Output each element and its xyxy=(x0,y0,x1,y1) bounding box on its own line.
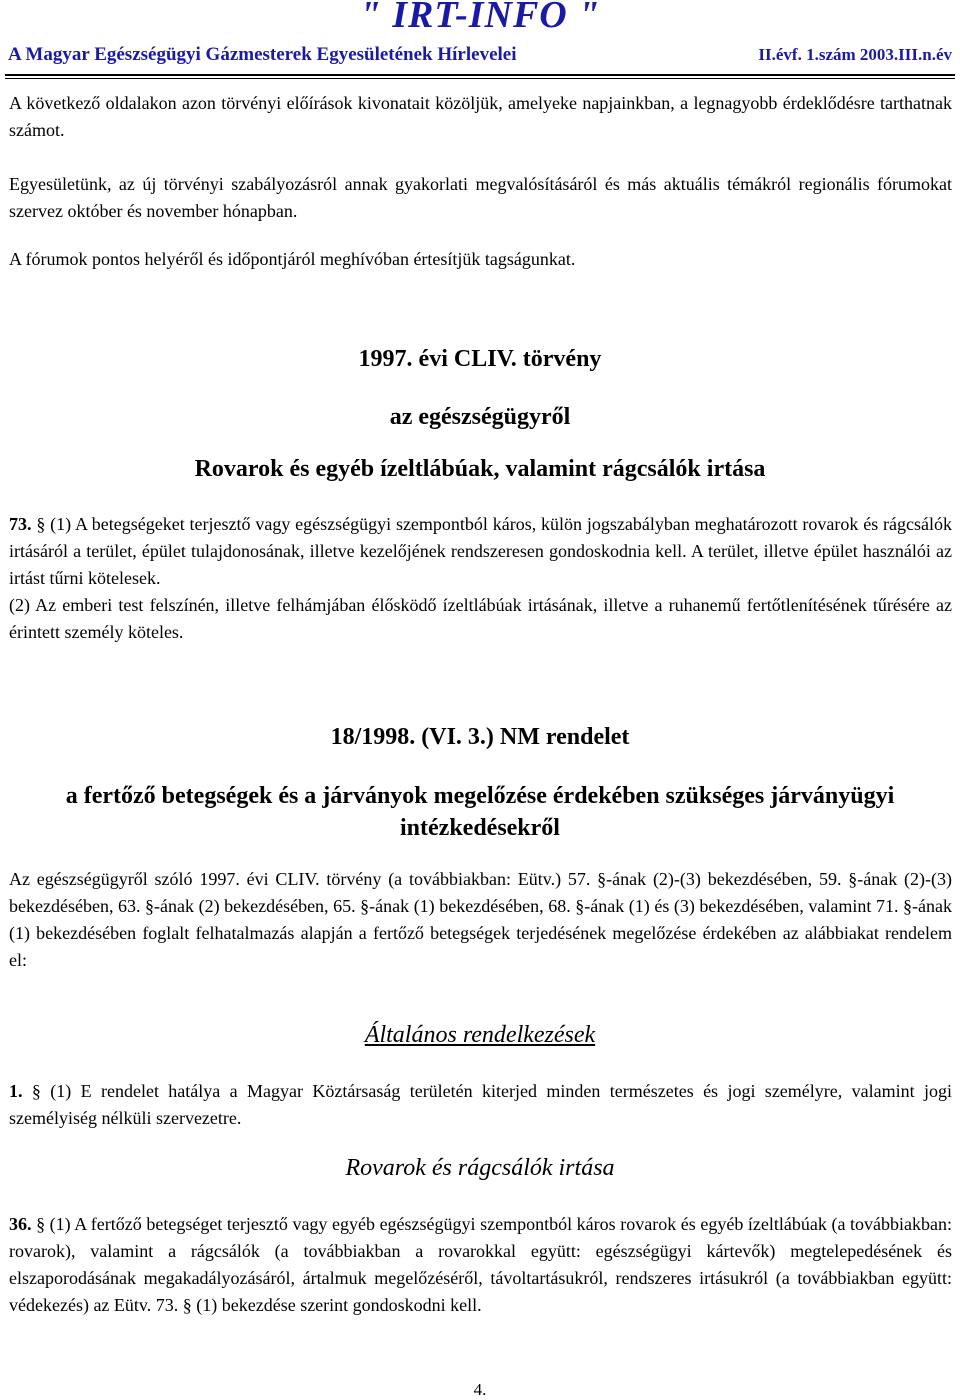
header-rule xyxy=(5,74,955,76)
law-section-title: Rovarok és egyéb ízeltlábúak, valamint rágcsálók irtása xyxy=(194,456,766,482)
intro-paragraph-3: A fórumok pontos helyéről és időpontjáról meghívóban értesítjük tagságunkat. xyxy=(9,249,576,269)
decree-preamble: Az egészségügyről szóló 1997. évi CLIV. törvény (a továbbiakban: Eütv.) 57. §-ának (2)-(3) bekezdésében, 59. §-ának (2)-(3) bekezdésében, 63. §-ának (2) bekezdésében, 65. §-ának (1) bekezdésében, 68. §-ának (1) és (3) bekezdésében, valamint 71. §-ának (1) bekezdésében foglalt felhatalmazás alapján a fertőző betegségek terjedésének megelőzése érdekében az alábbiakat rendelem el: xyxy=(9,869,952,970)
newsletter-title: " IRT-INFO " xyxy=(359,0,601,36)
law-title: 1997. évi CLIV. törvény xyxy=(358,346,602,372)
paragraph-1-text: § (1) E rendelet hatálya a Magyar Köztársaság területén kiterjed minden természetes és jogi személyre, valamint jogi személyiség nélküli szervezetre. xyxy=(9,1081,952,1128)
paragraph-36-text: § (1) A fertőző betegséget terjesztő vagy egyéb egészségügyi szempontból káros rovarok és egyéb ízeltlábúak (a továbbiakban: rovarok), valamint a rágcsálók (a továbbiakban a rovarokkal együtt: egészségügyi kártevők) megtelepedésének és elszaporodásának megakadályozásáról, ártalmuk megelőzéséről, távoltartásukról, rendszeres irtásukról (a továbbiakban együtt: védekezés) az Eütv. 73. § (1) bekezdése szerint gondoskodni kell. xyxy=(9,1214,952,1315)
decree-title: 18/1998. (VI. 3.) NM rendelet xyxy=(330,724,630,750)
issue-info: II.évf. 1.szám 2003.III.n.év xyxy=(758,45,952,64)
paragraph-36-number: 36. xyxy=(9,1214,32,1234)
paragraph-73-text: § (1) A betegségeket terjesztő vagy egészségügyi szempontból káros, külön jogszabályban meghatározott rovarok és rágcsálók irtásáról a terület, épület tulajdonosának, illetve kezelőjének rendszeresen gondoskodnia kell. A terület, illetve épület használói az irtást tűrni kötelesek. xyxy=(9,514,953,588)
paragraph-1-number: 1. xyxy=(9,1081,23,1101)
newsletter-subtitle: A Magyar Egészségügyi Gázmesterek Egyesületének Hírlevelei xyxy=(8,44,517,65)
paragraph-73 xyxy=(9,511,952,592)
paragraph-73-number: 73. xyxy=(9,514,32,534)
general-provisions-title: Általános rendelkezések xyxy=(364,1022,596,1048)
law-subtitle: az egészségügyről xyxy=(389,404,571,430)
intro-paragraph-2: Egyesületünk, az új törvényi szabályozásról annak gyakorlati megvalósításáról és más aktuális témákról regionális fórumokat szervez október és november hónapban. xyxy=(9,174,952,221)
paragraph-1 xyxy=(9,1078,952,1132)
decree-subtitle: a fertőző betegségek és a járványok megelőzése érdekében szükséges járványügyi intézkedésekről xyxy=(65,783,895,841)
paragraph-36 xyxy=(9,1211,952,1319)
page-number: 4. xyxy=(473,1380,487,1399)
header-rule-thin xyxy=(5,78,955,79)
intro-paragraph-1: A következő oldalakon azon törvényi előírások kivonatait közöljük, amelyeke napjainkban, a legnagyobb érdeklődésre tarthatnak számot. xyxy=(9,93,952,140)
pest-control-title: Rovarok és rágcsálók irtása xyxy=(345,1155,615,1181)
paragraph-73-2: (2) Az emberi test felszínén, illetve felhámjában élősködő ízeltlábúak irtásának, illetve a ruhanemű fertőtlenítésének tűrésére az érintett személy köteles. xyxy=(9,595,952,642)
masthead-subtitle-row xyxy=(8,40,952,70)
